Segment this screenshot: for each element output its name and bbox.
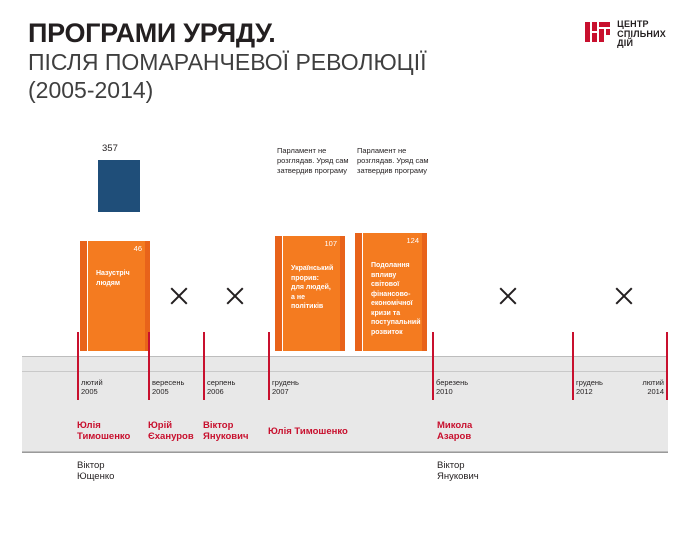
tick-2005-02-label — [81, 378, 141, 396]
pm-yekhanurov — [148, 420, 194, 442]
book-title: Подолання впливу світової фінансово-економічної кризи та поступальний розвиток — [371, 262, 421, 336]
tick-2005-09-label — [152, 378, 202, 396]
tick-2005-02-marker — [77, 332, 79, 400]
cross-1 — [168, 285, 190, 307]
pm-tymoshenko-2 — [268, 426, 348, 437]
president-last-name: Янукович — [437, 471, 479, 482]
book-pages-count: 46 — [133, 244, 142, 253]
cross-2 — [224, 285, 246, 307]
tick-year: 2010 — [436, 387, 453, 396]
tick-month: вересень — [152, 378, 185, 387]
tick-2014-02-marker — [666, 332, 668, 400]
logo-text-line-1: ЦЕНТР — [617, 19, 649, 29]
note-2008: Парламент не розглядав. Уряд сам затвердив програму — [357, 146, 429, 175]
logo — [585, 18, 666, 49]
page-title — [28, 18, 588, 104]
book-cover — [88, 241, 150, 351]
pm-first-name: Юлія — [268, 426, 292, 437]
centre-of-united-actions-logo-icon — [585, 20, 611, 46]
timeline-divider — [22, 452, 668, 453]
page-title-line-2: ПІСЛЯ ПОМАРАНЧЕВОЇ РЕВОЛЮЦІЇ — [28, 49, 427, 75]
pm-first-name: Юлія — [77, 420, 101, 431]
pm-yanukovych — [203, 420, 248, 442]
tick-month: лютий — [81, 378, 103, 387]
book-2005 — [80, 241, 150, 351]
president-last-name: Ющенко — [77, 471, 115, 482]
pm-first-name: Юрій — [148, 420, 173, 431]
pm-first-name: Віктор — [203, 420, 234, 431]
logo-text-line-2: СПІЛЬНИХ — [617, 28, 666, 39]
pages-grid-chart-label: 357 — [102, 143, 118, 154]
pm-tymoshenko-1 — [77, 420, 130, 442]
tick-2005-09-marker — [148, 332, 150, 400]
tick-2006-08-label — [207, 378, 263, 396]
tick-month: березень — [436, 378, 469, 387]
tick-year: 2006 — [207, 387, 224, 396]
book-spine — [275, 236, 282, 351]
page-title-line-1: ПРОГРАМИ УРЯДУ. — [28, 18, 276, 48]
cross-4 — [613, 285, 635, 307]
president-yushchenko — [77, 460, 114, 482]
tick-year: 2005 — [152, 387, 169, 396]
tick-2010-03-marker — [432, 332, 434, 400]
pm-last-name: Єхануров — [148, 431, 194, 442]
president-yanukovych — [437, 460, 479, 482]
pages-grid-chart-box — [98, 160, 140, 212]
logo-text-line-3: ДІЙ — [617, 38, 634, 48]
tick-month: лютий — [642, 378, 664, 387]
tick-2006-08-marker — [203, 332, 205, 400]
pages-grid-chart — [98, 143, 140, 212]
tick-2014-02-label — [614, 378, 664, 396]
tick-year: 2007 — [272, 387, 289, 396]
president-first-name: Віктор — [77, 460, 105, 471]
page-title-line-3: (2005-2014) — [28, 77, 154, 103]
book-2010 — [355, 233, 427, 351]
tick-2007-12-marker — [268, 332, 270, 400]
book-2007 — [275, 236, 345, 351]
tick-2012-12-marker — [572, 332, 574, 400]
book-spine — [355, 233, 362, 351]
book-title: Назустріч людям — [96, 270, 130, 287]
book-pages-count: 107 — [324, 239, 337, 248]
tick-month: серпень — [207, 378, 236, 387]
pm-last-name: Тимошенко — [294, 426, 348, 437]
tick-month: грудень — [576, 378, 603, 387]
cross-3 — [497, 285, 519, 307]
tick-month: грудень — [272, 378, 299, 387]
book-spine — [80, 241, 87, 351]
tick-year: 2014 — [647, 387, 664, 396]
president-first-name: Віктор — [437, 460, 465, 471]
pm-last-name: Янукович — [203, 431, 249, 442]
tick-2010-03-label — [436, 378, 496, 396]
tick-year: 2005 — [81, 387, 98, 396]
pm-azarov — [437, 420, 472, 442]
pm-last-name: Азаров — [437, 431, 472, 442]
pm-first-name: Микола — [437, 420, 473, 431]
logo-text — [617, 18, 666, 49]
tick-2007-12-label — [272, 378, 332, 396]
note-2007: Парламент не розглядав. Уряд сам затвердив програму — [277, 146, 349, 175]
book-pages-count: 124 — [406, 236, 419, 245]
pm-last-name: Тимошенко — [77, 431, 131, 442]
tick-year: 2012 — [576, 387, 593, 396]
book-title: Український прорив: для людей, а не політиків — [291, 265, 334, 310]
